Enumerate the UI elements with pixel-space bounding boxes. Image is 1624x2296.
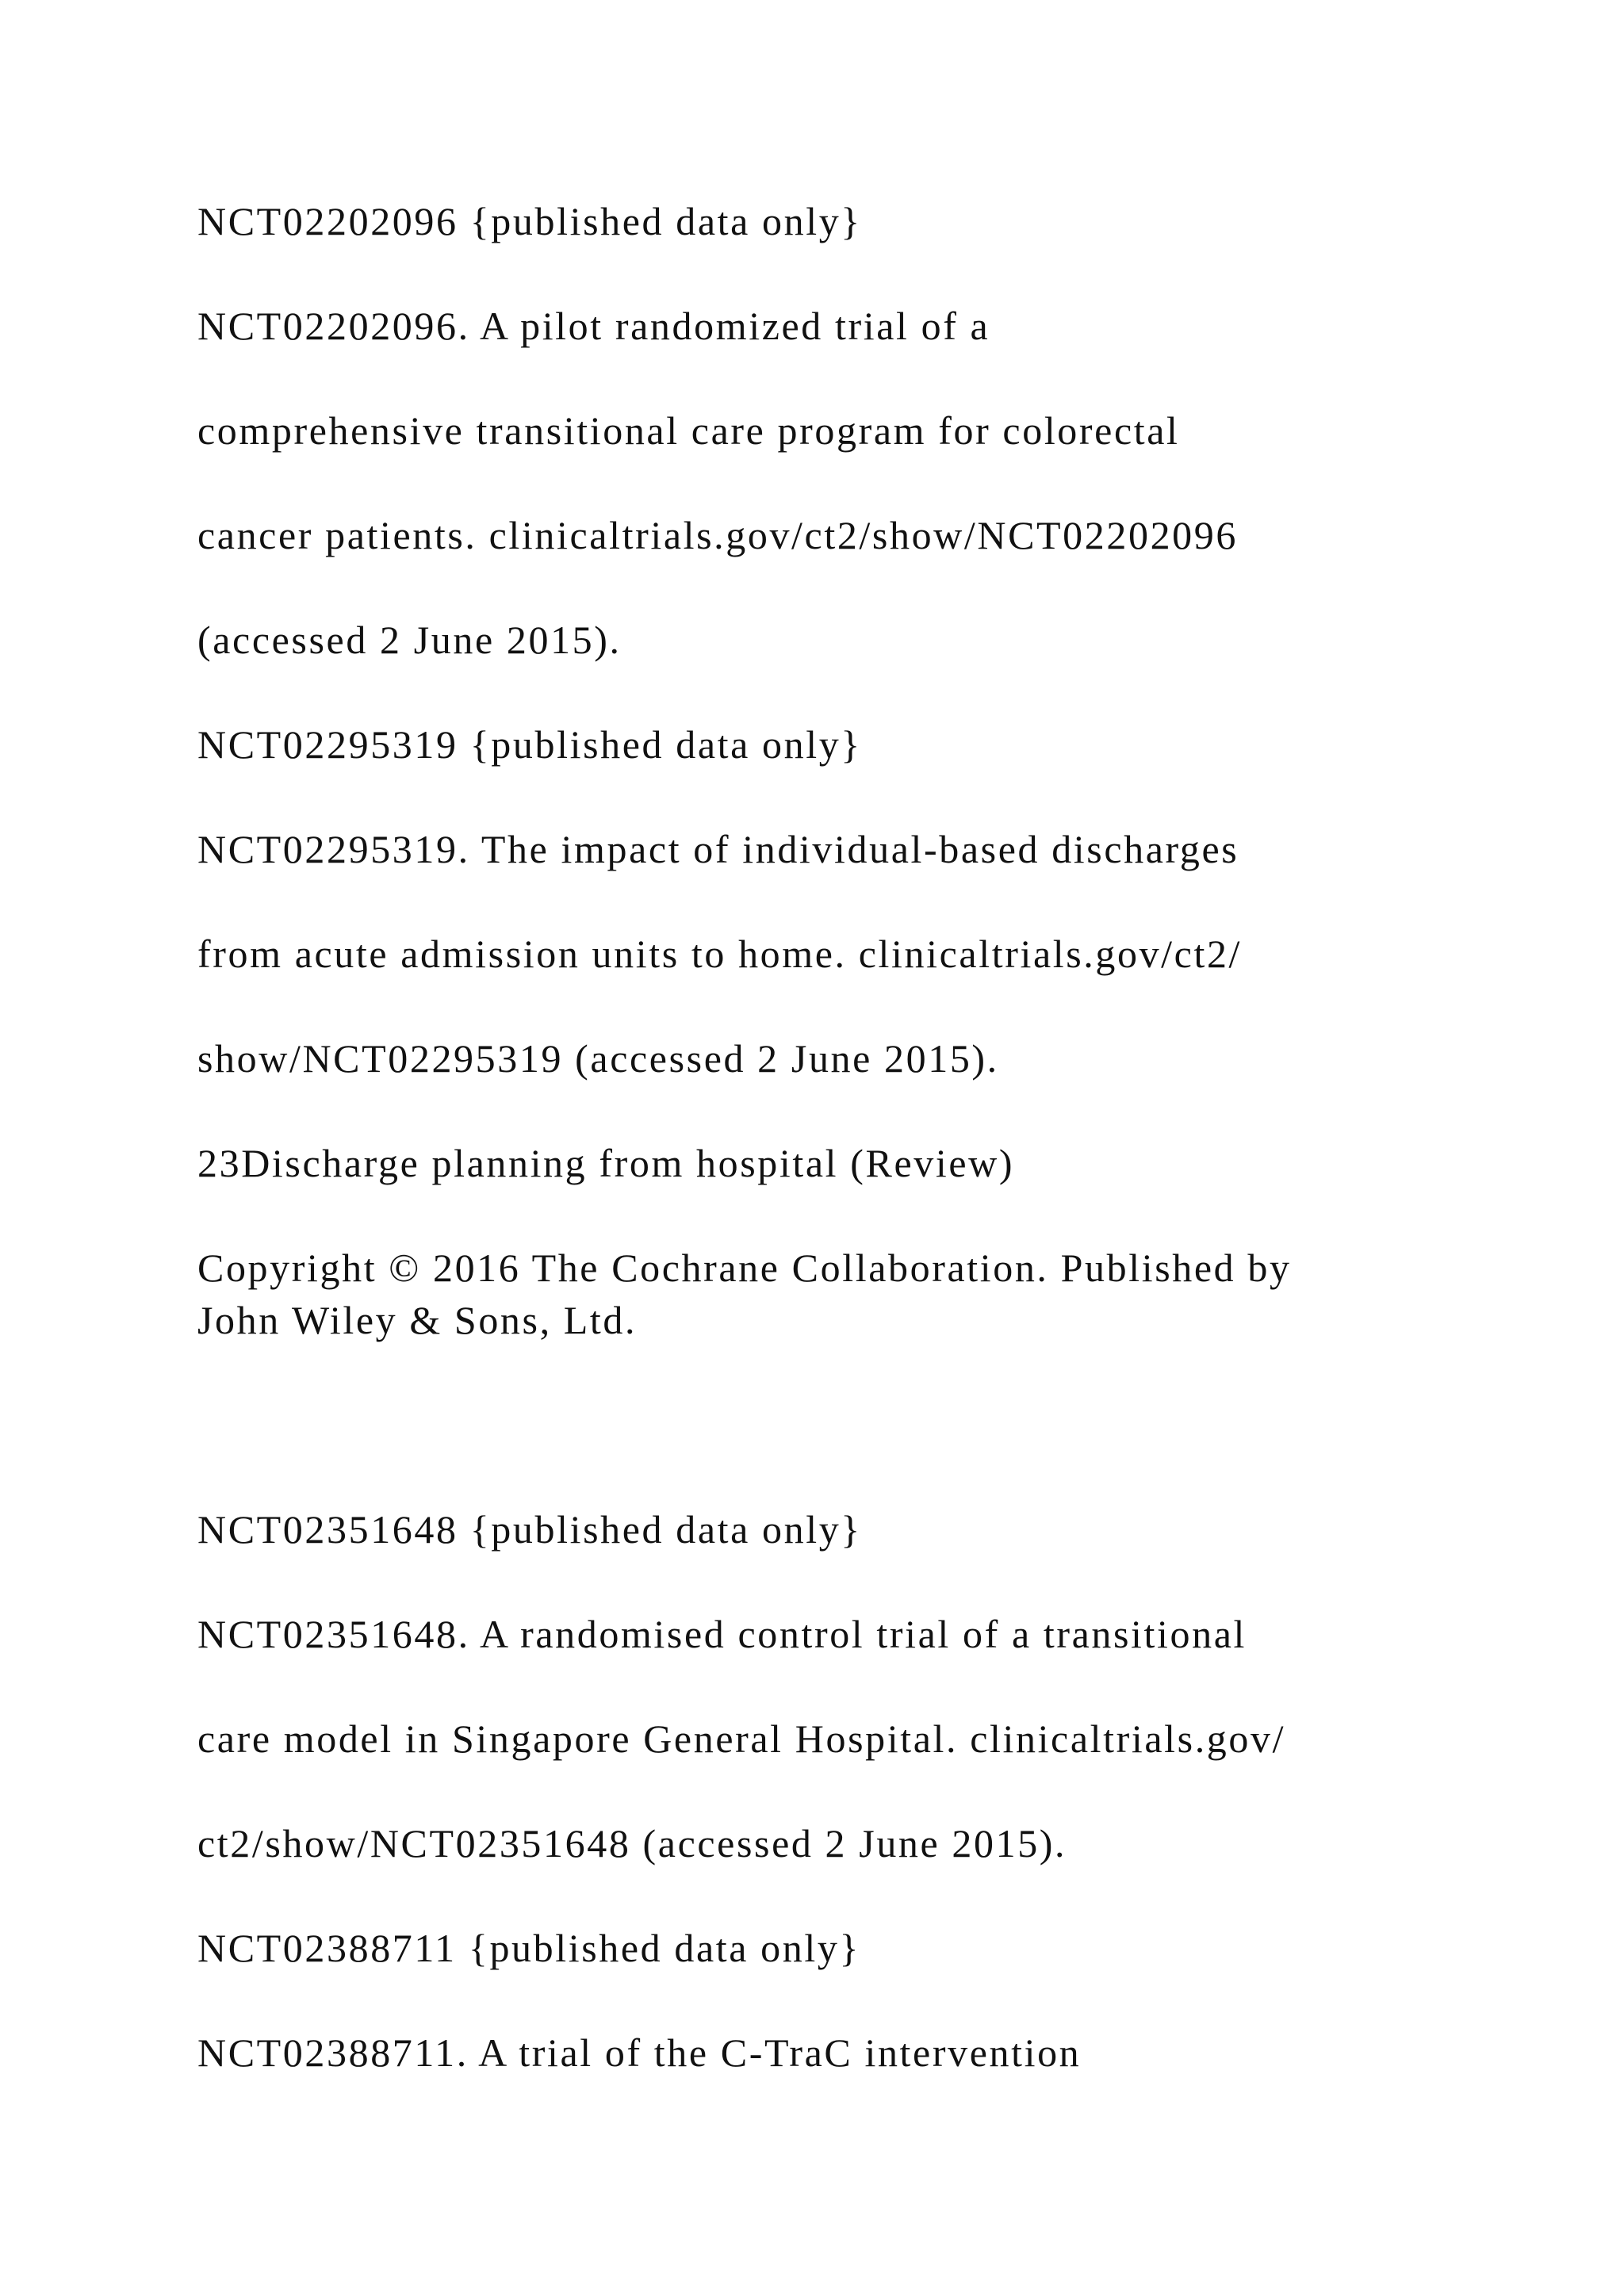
reference-heading: NCT02351648 {published data only} — [197, 1507, 862, 1552]
reference-text-line: NCT02202096. A pilot randomized trial of a — [197, 304, 990, 348]
reference-text-line: from acute admission units to home. clinicaltrials.gov/ct2/ — [197, 932, 1243, 976]
reference-text-line: care model in Singapore General Hospital. clinicaltrials.gov/ — [197, 1716, 1286, 1761]
reference-text-line: comprehensive transitional care program for colorectal — [197, 408, 1180, 453]
reference-text-line: NCT02351648. A randomised control trial of a transitional — [197, 1612, 1247, 1656]
reference-heading: NCT02202096 {published data only} — [197, 199, 862, 243]
reference-heading: NCT02295319 {published data only} — [197, 722, 862, 767]
reference-text-line: cancer patients. clinicaltrials.gov/ct2/show/NCT02202096 — [197, 513, 1238, 557]
reference-text-line: (accessed 2 June 2015). — [197, 618, 622, 662]
reference-text-line: NCT02388711. A trial of the C-TraC intervention — [197, 2030, 1082, 2075]
copyright-line: John Wiley & Sons, Ltd. — [197, 1298, 638, 1342]
reference-text-line: show/NCT02295319 (accessed 2 June 2015). — [197, 1036, 999, 1081]
reference-heading: NCT02388711 {published data only} — [197, 1926, 861, 1970]
reference-text-line: NCT02295319. The impact of individual-based discharges — [197, 827, 1239, 871]
page-footer-title: 23Discharge planning from hospital (Review) — [197, 1141, 1015, 1185]
reference-text-line: ct2/show/NCT02351648 (accessed 2 June 2015). — [197, 1821, 1067, 1866]
copyright-line: Copyright © 2016 The Cochrane Collaboration. Published by — [197, 1246, 1292, 1290]
